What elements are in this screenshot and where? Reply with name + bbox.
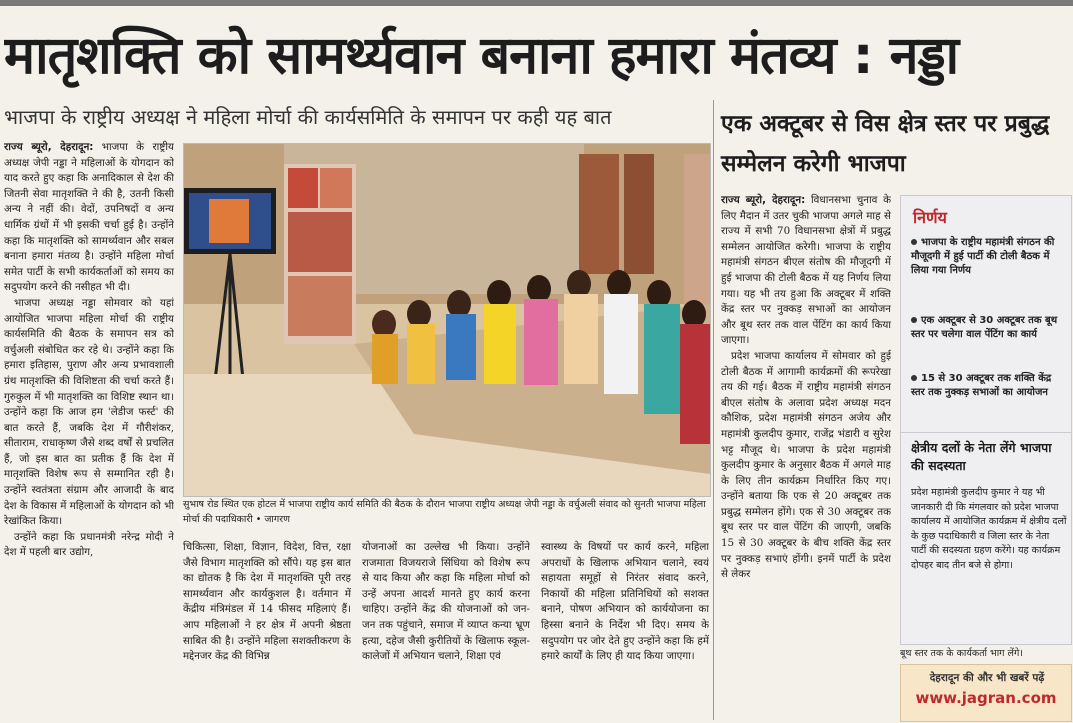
left-para-3: उन्होंने कहा कि प्रधानमंत्री नरेन्द्र मोदी ने देश में पहली बार उद्योग, <box>4 530 174 559</box>
bottom-col-3-text: स्वास्थ्य के विषयों पर कार्य करने, महिला अपराधों के खिलाफ अभियान चलाने, स्वयं सहायता समूहों से निरंतर संवाद करने, निकायों की महिला प्रतिनिधियों को सशक्त बनाने, पोषण अभियान को कार्ययोजना का हिस्सा बनाने के निर्देश भी दिए। समय के सदुपयोग पर जोर देते हुए उन्होंने कहा कि हमें हमारे कार्यों के लिए ही याद किया जाएगा। <box>541 541 709 663</box>
side-story-column <box>721 193 891 720</box>
side-dateline: राज्य ब्यूरो, देहरादून: <box>721 194 806 206</box>
bottom-column-3 <box>541 540 709 720</box>
promo-url-link[interactable]: www.jagran.com <box>915 689 1057 707</box>
side-story-headline: एक अक्टूबर से विस क्षेत्र स्तर पर प्रबुद्ध सम्मेलन करेगी भाजपा <box>721 111 1050 177</box>
column-divider <box>713 100 714 720</box>
side-para-1: विधानसभा चुनाव के लिए मैदान में उतर चुकी भाजपा अगले माह से राज्य में सभी 70 विधानसभा क्षेत्रों में प्रबुद्ध सम्मेलन आयोजित करेगी। भाजपा के राष्ट्रीय महामंत्री संगठन बीएल संतोष की मौजूदगी में हुई भाजपा की टोली बैठक में यह निर्णय लिया गया। यह भी तय हुआ कि अक्टूबर में शक्ति केंद्र स्तर पर नुक्कड़ सभाओं का आयोजन और बूथ स्तर तक वाल पेंटिंग का कार्य किया जाएगा। <box>721 194 891 347</box>
decision-bullet-1: भाजपा के राष्ट्रीय महामंत्री संगठन की मौजूदगी में हुई पार्टी की टोली बैठक में लिया गया निर्णय <box>911 237 1055 276</box>
side-bottom-line: बूथ स्तर तक के कार्यकर्ता भाग लेंगे। <box>900 648 1023 659</box>
deck-subheadline: भाजपा के राष्ट्रीय अध्यक्ष ने महिला मोर्चा की कार्यसमिति के समापन पर कही यह बात <box>4 105 612 129</box>
bullet-icon <box>911 239 917 245</box>
left-column <box>4 140 174 720</box>
box-subheadline: क्षेत्रीय दलों के नेता लेंगे भाजपा की सदस्यता <box>911 440 1052 473</box>
page-top-rule <box>0 0 1073 6</box>
decision-bullet-3: 15 से 30 अक्टूबर तक शक्ति केंद्र स्तर तक नुक्कड़ सभाओं का आयोजन <box>911 373 1052 398</box>
event-photo <box>183 143 711 497</box>
decision-bullet-2: एक अक्टूबर से 30 अक्टूबर तक बूथ स्तर पर चलेगा वाल पेंटिंग का कार्य <box>911 315 1058 340</box>
left-para-1: भाजपा के राष्ट्रीय अध्यक्ष जेपी नड्डा ने महिलाओं के योगदान को याद करते हुए कहा कि अनादिकाल से देश की जितनी सेवा मातृशक्ति ने की है, उतनी किसी अन्य ने नहीं की। वेदों, उपनिषदों व अन्य धार्मिक ग्रंथों में भी इसकी चर्चा हुई है। उन्होंने कहा कि मातृशक्ति को सामर्थ्यवान और सबल बनाना हमारा मंतव्य है। उन्होंने महिला मोर्चा समेत पार्टी के सभी कार्यकर्ताओं को समय का सदुपयोग करने की नसीहत भी दी। <box>4 141 174 294</box>
box-divider <box>901 432 1071 433</box>
bullet-icon <box>911 375 917 381</box>
side-para-2: प्रदेश भाजपा कार्यालय में सोमवार को हुई टोली बैठक में आगामी कार्यक्रमों की रूपरेखा तय की गई। बैठक में राष्ट्रीय महामंत्री संगठन बीएल संतोष के अलावा प्रदेश अध्यक्ष मदन कौशिक, प्रदेश महामंत्री संगठन अजेय और महामंत्री कुलदीप कुमार, राजेंद्र भंडारी व सुरेश भट्ट मौजूद थे। भाजपा के प्रदेश महामंत्री कुलदीप कुमार के अनुसार बैठक में अगले माह के लिए तीन कार्यक्रम निर्धारित किए गए। उन्होंने बताया कि एक से 20 अक्टूबर तक प्रबुद्ध सम्मेलन होंगे। एक से 30 अक्टूबर तक बूथ स्तर पर वाल पेंटिंग की जाएगी, जबकि 15 से 30 अक्टूबर के बीच शक्ति केंद्र स्तर पर नुक्कड़ सभाएं होंगी। इनमें पार्टी के प्रदेश से लेकर <box>721 349 891 581</box>
decision-box <box>900 195 1072 645</box>
decision-box-title: निर्णय <box>913 208 947 227</box>
bottom-column-2 <box>362 540 530 720</box>
main-headline: मातृशक्ति को सामर्थ्यवान बनाना हमारा मंतव्य : नड्डा <box>4 26 959 86</box>
bottom-col-1-text: चिकित्सा, शिक्षा, विज्ञान, विदेश, वित्त, रक्षा जैसे विभाग मातृशक्ति को सौंपे। यह इस बात का द्योतक है कि देश में मातृशक्ति पूरी तरह सामर्थ्यवान और कार्यकुशल है। वर्तमान में केंद्रीय मंत्रिमंडल में 14 फीसद महिलाएं हैं। आप महिलाओं ने हर क्षेत्र में अपनी श्रेष्ठता साबित की है। उन्होंने महिला सशक्तीकरण के मद्देनजर केंद्र की विभिन्न <box>183 541 351 663</box>
event-photo-image <box>184 144 710 496</box>
promo-text: देहरादून की और भी खबरें पढ़ें <box>929 672 1045 684</box>
photo-caption: सुभाष रोड स्थित एक होटल में भाजपा राष्ट्रीय कार्य समिति की बैठक के दौरान भाजपा राष्ट्रीय अध्यक्ष जेपी नड्डा के वर्चुअली संवाद को सुनती भाजपा महिला मोर्चा की पदाधिकारी • जागरण <box>183 499 706 525</box>
box-body-text: प्रदेश महामंत्री कुलदीप कुमार ने यह भी जानकारी दी कि मंगलवार को प्रदेश भाजपा कार्यालय में आयोजित कार्यक्रम में क्षेत्रीय दलों के कुछ पदाधिकारी व जिला स्तर के नेता पार्टी की सदस्यता ग्रहण करेंगे। यह कार्यक्रम दोपहर बाद तीन बजे से होगा। <box>911 487 1067 571</box>
left-para-2: भाजपा अध्यक्ष नड्डा सोमवार को यहां आयोजित भाजपा महिला मोर्चा की राष्ट्रीय कार्यसमिति की बैठक के समापन सत्र को वर्चुअली संबोधित कर रहे थे। उन्होंने कहा कि हमारा इतिहास, पुराण और अन्य प्रभावशाली ग्रंथ मातृशक्ति की विशिष्टता की चर्चा करते हैं। गुरुकुल में भी मातृशक्ति का विशिष्ट स्थान था। उन्होंने कहा कि आज हम 'लेडीज फर्स्ट' की बात करते हैं, जबकि देश में गौरीशंकर, सीताराम, राधाकृष्ण जैसे शब्द वर्षों से प्रचलित हैं, जो इस बात का प्रतीक हैं कि देश में मातृशक्ति विशेष रूप से सम्मानित रही है। उन्होंने स्वतंत्रता संग्राम और आजादी के बाद देश के विकास में महिलाओं के योगदान को भी रेखांकित किया। <box>4 296 174 528</box>
dateline: राज्य ब्यूरो, देहरादून: <box>4 141 94 153</box>
bottom-column-1 <box>183 540 351 720</box>
jagran-promo[interactable] <box>900 664 1072 722</box>
bottom-col-2-text: योजनाओं का उल्लेख भी किया। उन्होंने राजमाता विजयराजे सिंधिया को विशेष रूप से याद किया और कहा कि महिला मोर्चा को उन्हें अपना आदर्श मानते हुए कार्य करना चाहिए। उन्होंने केंद्र की योजनाओं को जन-जन तक पहुंचाने, समाज में व्याप्त कन्या भ्रूण हत्या, दहेज जैसी कुरीतियों के खिलाफ स्कूल-कालेजों में अभियान चलाने, शिक्षा एवं <box>362 541 530 663</box>
bullet-icon <box>911 317 917 323</box>
